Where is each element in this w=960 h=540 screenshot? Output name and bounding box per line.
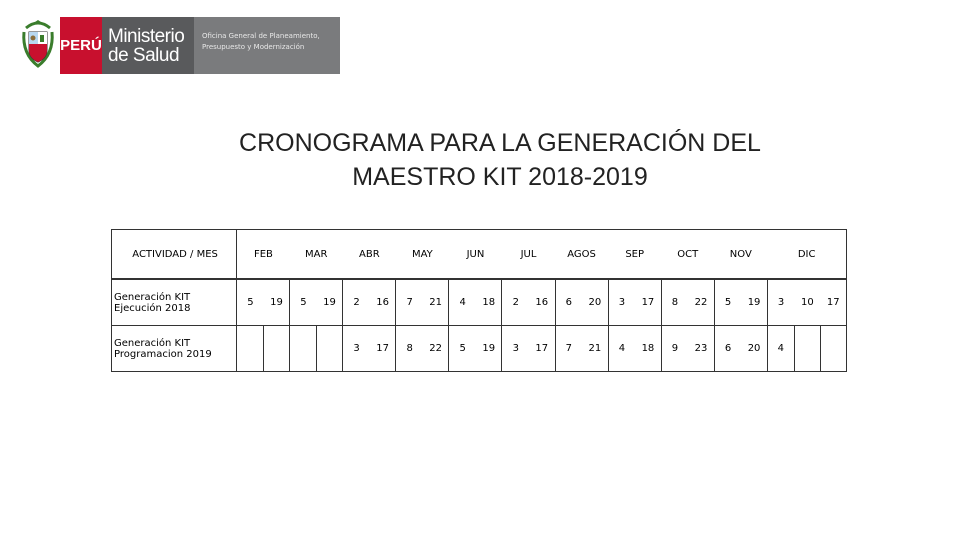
day-cell: [317, 326, 343, 372]
day-cell: 3: [343, 326, 370, 372]
day-cell: 9: [661, 326, 688, 372]
page-title: [0, 126, 960, 194]
day-cell: 21: [582, 326, 608, 372]
table-header-row: [112, 230, 847, 280]
day-cell: 16: [370, 279, 396, 326]
coat-of-arms-icon: [20, 14, 56, 74]
day-cell: 19: [264, 279, 290, 326]
title-line1: CRONOGRAMA PARA LA GENERACIÓN DEL: [239, 129, 761, 157]
day-cell: 16: [529, 279, 555, 326]
activity-label: Generación KIT Programacion 2019: [112, 326, 237, 372]
day-cell: 10: [794, 279, 820, 326]
day-cell: [290, 326, 317, 372]
day-cell: 7: [555, 326, 582, 372]
office-line2: Presupuesto y Modernización: [202, 43, 305, 51]
month-oct: OCT: [661, 230, 714, 280]
day-cell: 19: [741, 279, 767, 326]
day-cell: 21: [423, 279, 449, 326]
day-cell: 17: [370, 326, 396, 372]
day-cell: 5: [449, 326, 476, 372]
day-cell: 20: [741, 326, 767, 372]
month-dic: DIC: [767, 230, 846, 280]
day-cell: 4: [608, 326, 635, 372]
day-cell: [794, 326, 820, 372]
header-logo: [20, 14, 340, 78]
ministry-line2: de Salud: [108, 44, 180, 66]
activity-label: Generación KIT Ejecución 2018: [112, 279, 237, 326]
ministry-name: [102, 17, 194, 74]
day-cell: 17: [529, 326, 555, 372]
day-cell: 6: [555, 279, 582, 326]
month-jul: JUL: [502, 230, 555, 280]
month-nov: NOV: [714, 230, 767, 280]
day-cell: 22: [423, 326, 449, 372]
day-cell: 8: [661, 279, 688, 326]
day-cell: 2: [502, 279, 529, 326]
day-cell: 5: [290, 279, 317, 326]
month-feb: FEB: [237, 230, 290, 280]
day-cell: [264, 326, 290, 372]
table-row: [112, 326, 847, 372]
office-line1: Oficina General de Planeamiento,: [202, 32, 320, 40]
month-mar: MAR: [290, 230, 343, 280]
day-cell: 19: [317, 279, 343, 326]
day-cell: 18: [635, 326, 661, 372]
day-cell: 7: [396, 279, 423, 326]
day-cell: [820, 326, 846, 372]
month-agos: AGOS: [555, 230, 608, 280]
month-may: MAY: [396, 230, 449, 280]
day-cell: 3: [608, 279, 635, 326]
day-cell: 18: [476, 279, 502, 326]
peru-label: PERÚ: [60, 17, 102, 74]
ministry-line1: Ministerio: [108, 25, 185, 47]
office-name: [194, 17, 340, 74]
month-sep: SEP: [608, 230, 661, 280]
schedule-table: [111, 229, 847, 372]
day-cell: 3: [502, 326, 529, 372]
day-cell: 8: [396, 326, 423, 372]
day-cell: 5: [714, 279, 741, 326]
day-cell: 5: [237, 279, 264, 326]
day-cell: [237, 326, 264, 372]
day-cell: 3: [767, 279, 794, 326]
day-cell: 20: [582, 279, 608, 326]
header-activity: ACTIVIDAD / MES: [112, 230, 237, 280]
month-abr: ABR: [343, 230, 396, 280]
day-cell: 6: [714, 326, 741, 372]
table-row: [112, 279, 847, 326]
day-cell: 17: [635, 279, 661, 326]
day-cell: 19: [476, 326, 502, 372]
title-line2: MAESTRO KIT 2018-2019: [352, 163, 648, 191]
month-jun: JUN: [449, 230, 502, 280]
day-cell: 22: [688, 279, 714, 326]
day-cell: 17: [820, 279, 846, 326]
day-cell: 4: [767, 326, 794, 372]
day-cell: 23: [688, 326, 714, 372]
day-cell: 2: [343, 279, 370, 326]
day-cell: 4: [449, 279, 476, 326]
